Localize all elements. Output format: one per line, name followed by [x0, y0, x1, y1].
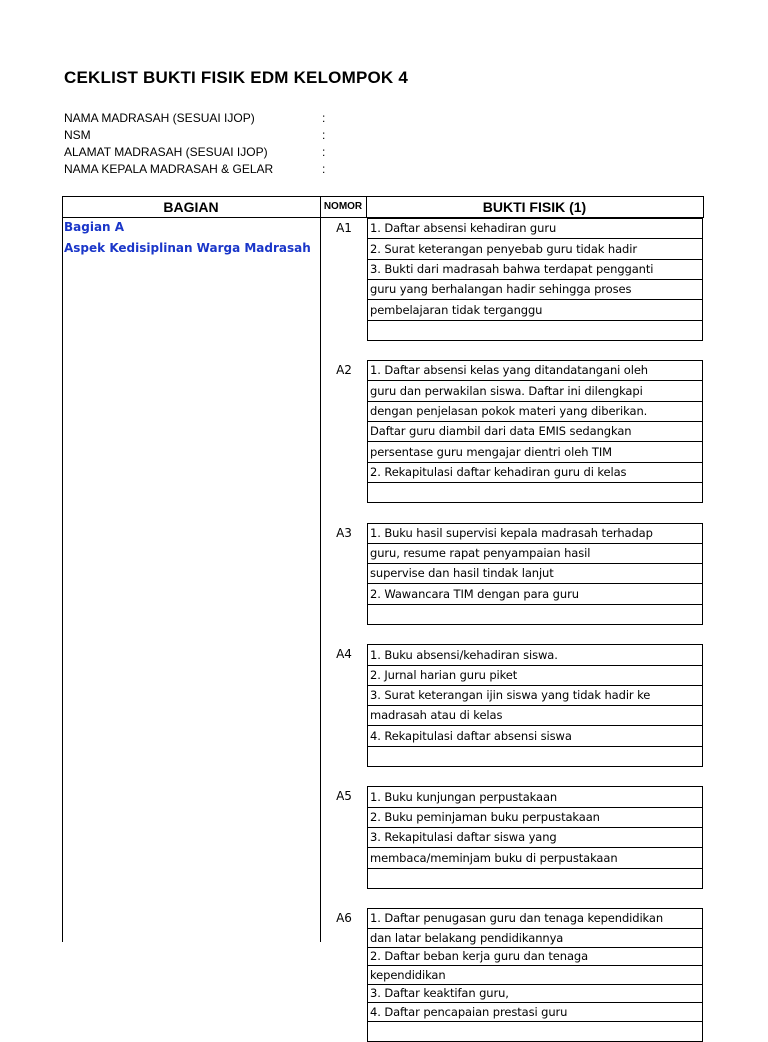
bukti-line: dan latar belakang pendidikannya	[367, 928, 703, 948]
bukti-line: 3. Bukti dari madrasah bahwa terdapat pengganti	[367, 259, 703, 280]
info-colon: :	[322, 162, 326, 176]
bukti-line: membaca/meminjam buku di perpustakaan	[367, 847, 703, 869]
document-title: CEKLIST BUKTI FISIK EDM KELOMPOK 4	[64, 68, 408, 87]
bukti-line: madrasah atau di kelas	[367, 705, 703, 726]
table-divider-bagian	[320, 196, 321, 942]
bukti-line: 2. Surat keterangan penyebab guru tidak hadir	[367, 238, 703, 260]
bukti-line: 4. Rekapitulasi daftar absensi siswa	[367, 725, 703, 747]
bukti-line: 3. Rekapitulasi daftar siswa yang	[367, 827, 703, 848]
info-label: NAMA KEPALA MADRASAH & GELAR	[64, 162, 274, 176]
nomor-a3: A3	[336, 525, 352, 540]
bukti-line: persentase guru mengajar dientri oleh TIM	[367, 441, 703, 463]
bukti-line: 1. Daftar absensi kehadiran guru	[367, 218, 703, 239]
header-bagian: BAGIAN	[163, 199, 219, 215]
info-label: NAMA MADRASAH (SESUAI IJOP)	[64, 111, 255, 125]
bukti-line: guru dan perwakilan siswa. Daftar ini dilengkapi	[367, 380, 703, 402]
info-label: NSM	[64, 128, 91, 142]
table-right-border	[703, 196, 704, 218]
bukti-empty-row	[367, 604, 703, 625]
bukti-line: 3. Surat keterangan ijin siswa yang tidak hadir ke	[367, 685, 703, 706]
bukti-line: dengan penjelasan pokok materi yang diberikan.	[367, 401, 703, 422]
bukti-line: 1. Daftar absensi kelas yang ditandatangani oleh	[367, 360, 703, 381]
bukti-line: 1. Buku kunjungan perpustakaan	[367, 786, 703, 808]
info-colon: :	[322, 145, 326, 159]
bukti-empty-row	[367, 1021, 703, 1042]
bukti-empty-row	[367, 320, 703, 341]
bukti-line: 2. Wawancara TIM dengan para guru	[367, 583, 703, 605]
bukti-line: 2. Rekapitulasi daftar kehadiran guru di kelas	[367, 462, 703, 483]
bukti-line: 1. Buku hasil supervisi kepala madrasah terhadap	[367, 523, 703, 544]
nomor-a1: A1	[336, 221, 352, 235]
bukti-line: 1. Buku absensi/kehadiran siswa.	[367, 644, 703, 666]
bukti-line: guru, resume rapat penyampaian hasil	[367, 543, 703, 564]
bukti-empty-row	[367, 746, 703, 767]
nomor-a6: A6	[336, 911, 352, 926]
nomor-a2: A2	[336, 363, 352, 378]
bukti-line: pembelajaran tidak terganggu	[367, 299, 703, 321]
bagian-label: Bagian A	[64, 220, 125, 234]
header-bukti-fisik: BUKTI FISIK (1)	[482, 199, 587, 215]
nomor-a4: A4	[336, 647, 352, 662]
bukti-line: guru yang berhalangan hadir sehingga proses	[367, 279, 703, 300]
nomor-a5: A5	[336, 789, 352, 804]
bagian-title: Aspek Kedisiplinan Warga Madrasah	[64, 241, 311, 255]
bukti-line: 2. Jurnal harian guru piket	[367, 665, 703, 686]
bukti-line: 4. Daftar pencapaian prestasi guru	[367, 1002, 703, 1022]
header-nomor: NOMOR	[323, 201, 363, 212]
bukti-line: supervise dan hasil tindak lanjut	[367, 563, 703, 584]
bukti-empty-row	[367, 868, 703, 889]
table-left-border	[62, 196, 63, 942]
bukti-line: 1. Daftar penugasan guru dan tenaga kependidikan	[367, 908, 703, 929]
bukti-line: Daftar guru diambil dari data EMIS sedangkan	[367, 421, 703, 442]
bukti-line: 2. Daftar beban kerja guru dan tenaga	[367, 947, 703, 966]
bukti-empty-row	[367, 482, 703, 503]
info-colon: :	[322, 128, 326, 142]
bukti-line: kependidikan	[367, 965, 703, 985]
info-label: ALAMAT MADRASAH (SESUAI IJOP)	[64, 145, 268, 159]
bukti-line: 3. Daftar keaktifan guru,	[367, 984, 703, 1003]
info-colon: :	[322, 111, 326, 125]
bukti-line: 2. Buku peminjaman buku perpustakaan	[367, 807, 703, 828]
